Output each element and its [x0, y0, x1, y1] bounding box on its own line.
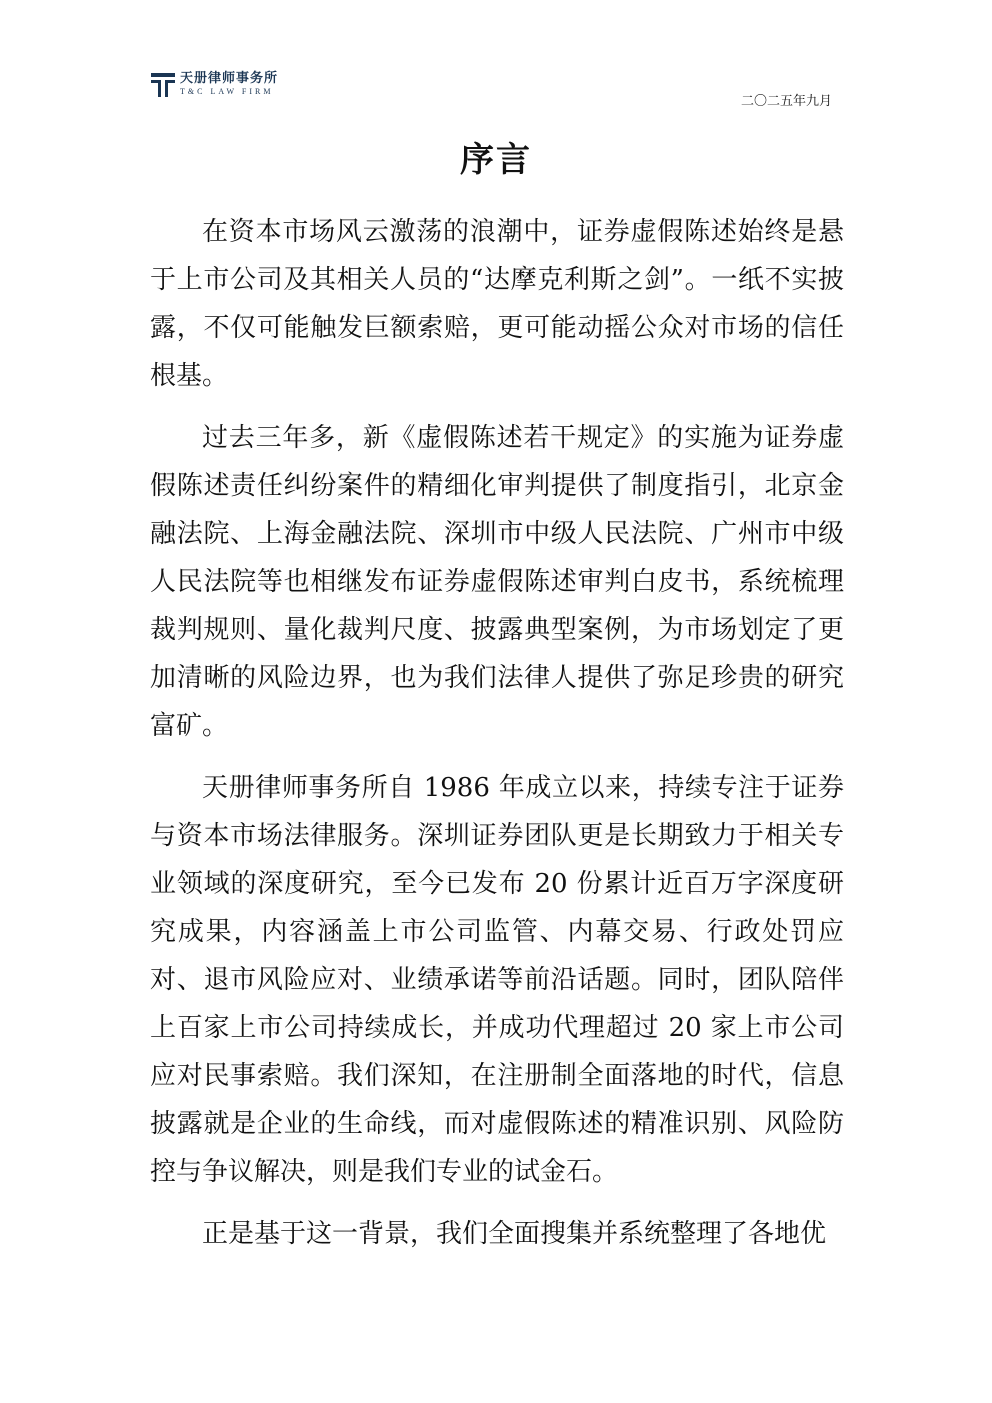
- paragraph-2: 过去三年多，新《虚假陈述若干规定》的实施为证券虚假陈述责任纠纷案件的精细化审判提供了制度指引，北京金融法院、上海金融法院、深圳市中级人民法院、广州市中级人民法院等也相继发布证券虚假陈述审判白皮书，系统梳理裁判规则、量化裁判尺度、披露典型案例，为市场划定了更加清晰的风险边界，也为我们法律人提供了弥足珍贵的研究富矿。: [150, 423, 844, 741]
- paragraph-3: 天册律师事务所自 1986 年成立以来，持续专注于证券与资本市场法律服务。深圳证券团队更是长期致力于相关专业领域的深度研究，至今已发布 20 份累计近百万字深度研究成果，内容涵盖上市公司监管、内幕交易、行政处罚应对、退市风险应对、业绩承诺等前沿话题。同时，团队陪伴上百家上市公司持续成长，并成功代理超过 20 家上市公司应对民事索赔。我们深知，在注册制全面落地的时代，信息披露就是企业的生命线，而对虚假陈述的精准识别、风险防控与争议解决，则是我们专业的试金石。: [150, 773, 844, 1187]
- firm-name-en: T&C LAW FIRM: [180, 87, 274, 96]
- paragraph-4: 正是基于这一背景，我们全面搜集并系统整理了各地优: [202, 1219, 827, 1249]
- preface-body: [150, 208, 844, 1272]
- firm-logo-text: [180, 72, 278, 97]
- firm-logo-mark-icon: [150, 72, 176, 98]
- document-date: 二〇二五年九月: [740, 94, 832, 109]
- firm-logo: [150, 72, 278, 98]
- page-header: [150, 72, 850, 112]
- firm-name-cn: 天册律师事务所: [180, 71, 279, 86]
- page-title: 序言: [460, 140, 532, 180]
- paragraph-1: 在资本市场风云激荡的浪潮中，证券虚假陈述始终是悬于上市公司及其相关人员的“达摩克利斯之剑”。一纸不实披露，不仅可能触发巨额索赔，更可能动摇公众对市场的信任根基。: [150, 217, 844, 391]
